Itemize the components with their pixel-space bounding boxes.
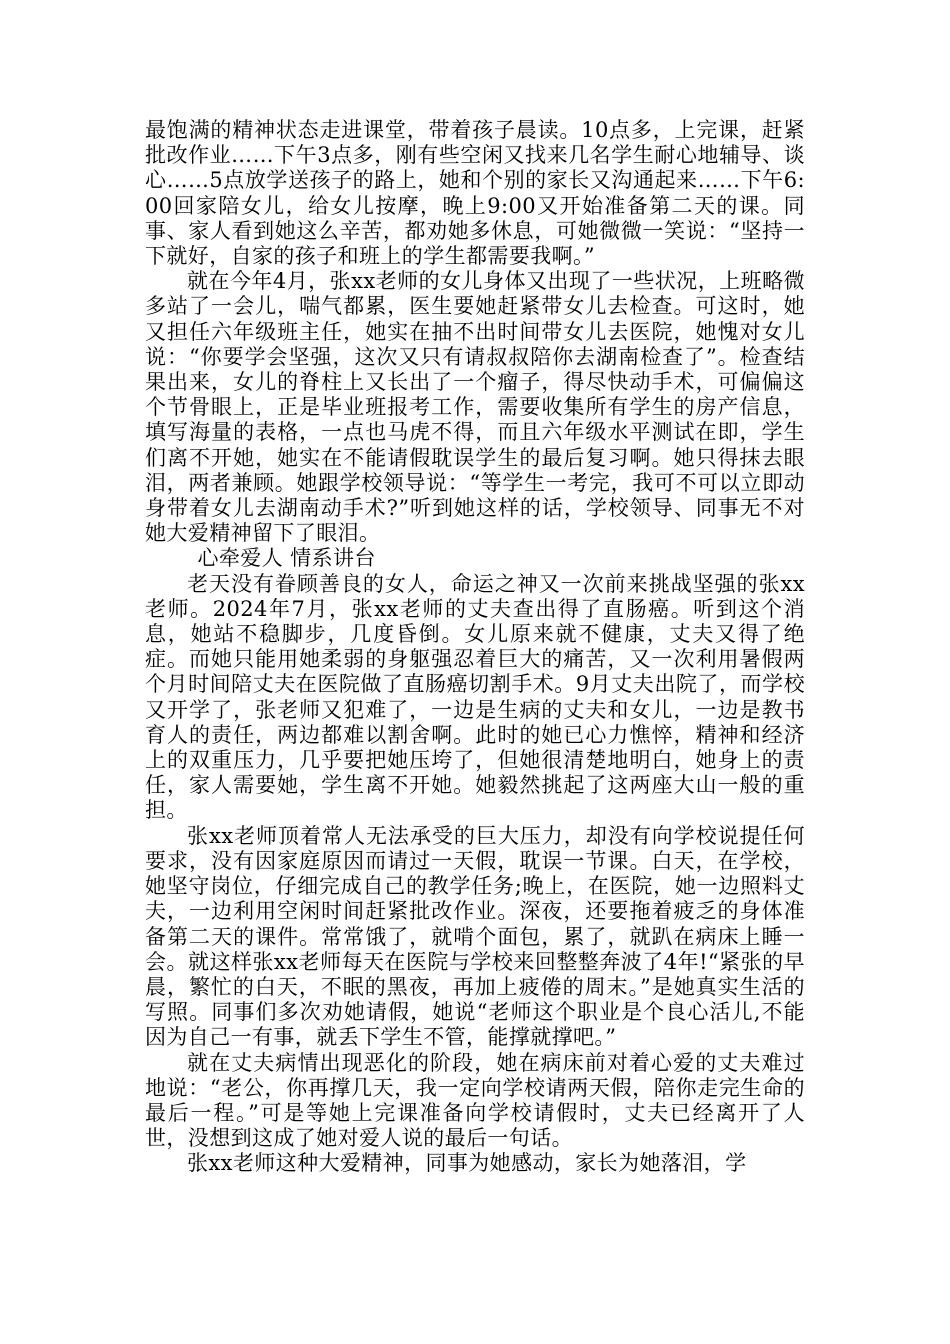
paragraph-daily-routine: 最饱满的精神状态走进课堂，带着孩子晨读。10点多，上完课，赶紧批改作业……下午3点多，刚有些空闲又找来几名学生耐心地辅导、谈心……5点放学送孩子的路上，她和个别的家长又沟通起来……下午6:00回家陪女儿，给女儿按摩，晚上9:00又开始准备第二天的课。同事、家人看到她这么辛苦，都劝她多休息，可她微微一笑说：“坚持一下就好，自家的孩子和班上的学生都需要我啊。” [145, 118, 805, 269]
paragraph-last-words: 就在丈夫病情出现恶化的阶段，她在病床前对着心爱的丈夫难过地说：“老公，你再撑几天，我一定向学校请两天假，陪你走完生命的最后一程。”可是等她上完课准备向学校请假时，丈夫已经离开了人世，没想到这成了她对爱人说的最后一句话。 [145, 1050, 805, 1151]
paragraph-pressure: 张xx老师顶着常人无法承受的巨大压力，却没有向学校说提任何要求，没有因家庭原因而请过一天假，耽误一节课。白天，在学校，她坚守岗位，仔细完成自己的教学任务;晚上，在医院，她一边照料丈夫，一边利用空闲时间赶紧批改作业。深夜，还要拖着疲乏的身体准备第二天的课件。常常饿了，就啃个面包，累了，就趴在病床上睡一会。就这样张xx老师每天在医院与学校来回整整奔波了4年!“紧张的早晨，繁忙的白天，不眠的黑夜，再加上疲倦的周末。”是她真实生活的写照。同事们多次劝她请假，她说“老师这个职业是个良心活儿,不能因为自己一有事，就丢下学生不管，能撑就撑吧。” [145, 823, 805, 1050]
paragraph-daughter-illness: 就在今年4月，张xx老师的女儿身体又出现了一些状况，上班略微多站了一会儿，喘气都累，医生要她赶紧带女儿去检查。可这时，她又担任六年级班主任，她实在抽不出时间带女儿去医院，她愧对女儿说：“你要学会坚强，这次又只有请叔叔陪你去湖南检查了”。检查结果出来，女儿的脊柱上又长出了一个瘤子，得尽快动手术，可偏偏这个节骨眼上，正是毕业班报考工作，需要收集所有学生的房产信息，填写海量的表格，一点也马虎不得，而且六年级水平测试在即，学生们离不开她，她实在不能请假耽误学生的最后复习啊。她只得抹去眼泪，两者兼顾。她跟学校领导说：“等学生一考完，我可不可以立即动身带着女儿去湖南动手术?”听到她这样的话，学校领导、同事无不对她大爱精神留下了眼泪。 [145, 269, 805, 546]
section-heading: 心牵爱人 情系讲台 [197, 546, 376, 571]
paragraph-husband-illness: 老天没有眷顾善良的女人，命运之神又一次前来挑战坚强的张xx老师。2024年7月，张xx老师的丈夫查出得了直肠癌。听到这个消息，她站不稳脚步，几度昏倒。女儿原来就不健康，丈夫又得了绝症。而她只能用她柔弱的身躯强忍着巨大的痛苦，又一次利用暑假两个月时间陪丈夫在医院做了直肠癌切割手术。9月丈夫出院了，而学校又开学了，张老师又犯难了，一边是生病的丈夫和女儿，一边是教书育人的责任，两边都难以割舍啊。此时的她已心力憔悴，精神和经济上的双重压力，几乎要把她压垮了，但她很清楚地明白，她身上的责任，家人需要她，学生离不开她。她毅然挑起了这两座大山一般的重担。 [145, 571, 805, 823]
paragraph-great-love: 张xx老师这种大爱精神，同事为她感动，家长为她落泪，学 [187, 1151, 747, 1176]
document-page [145, 118, 805, 1177]
